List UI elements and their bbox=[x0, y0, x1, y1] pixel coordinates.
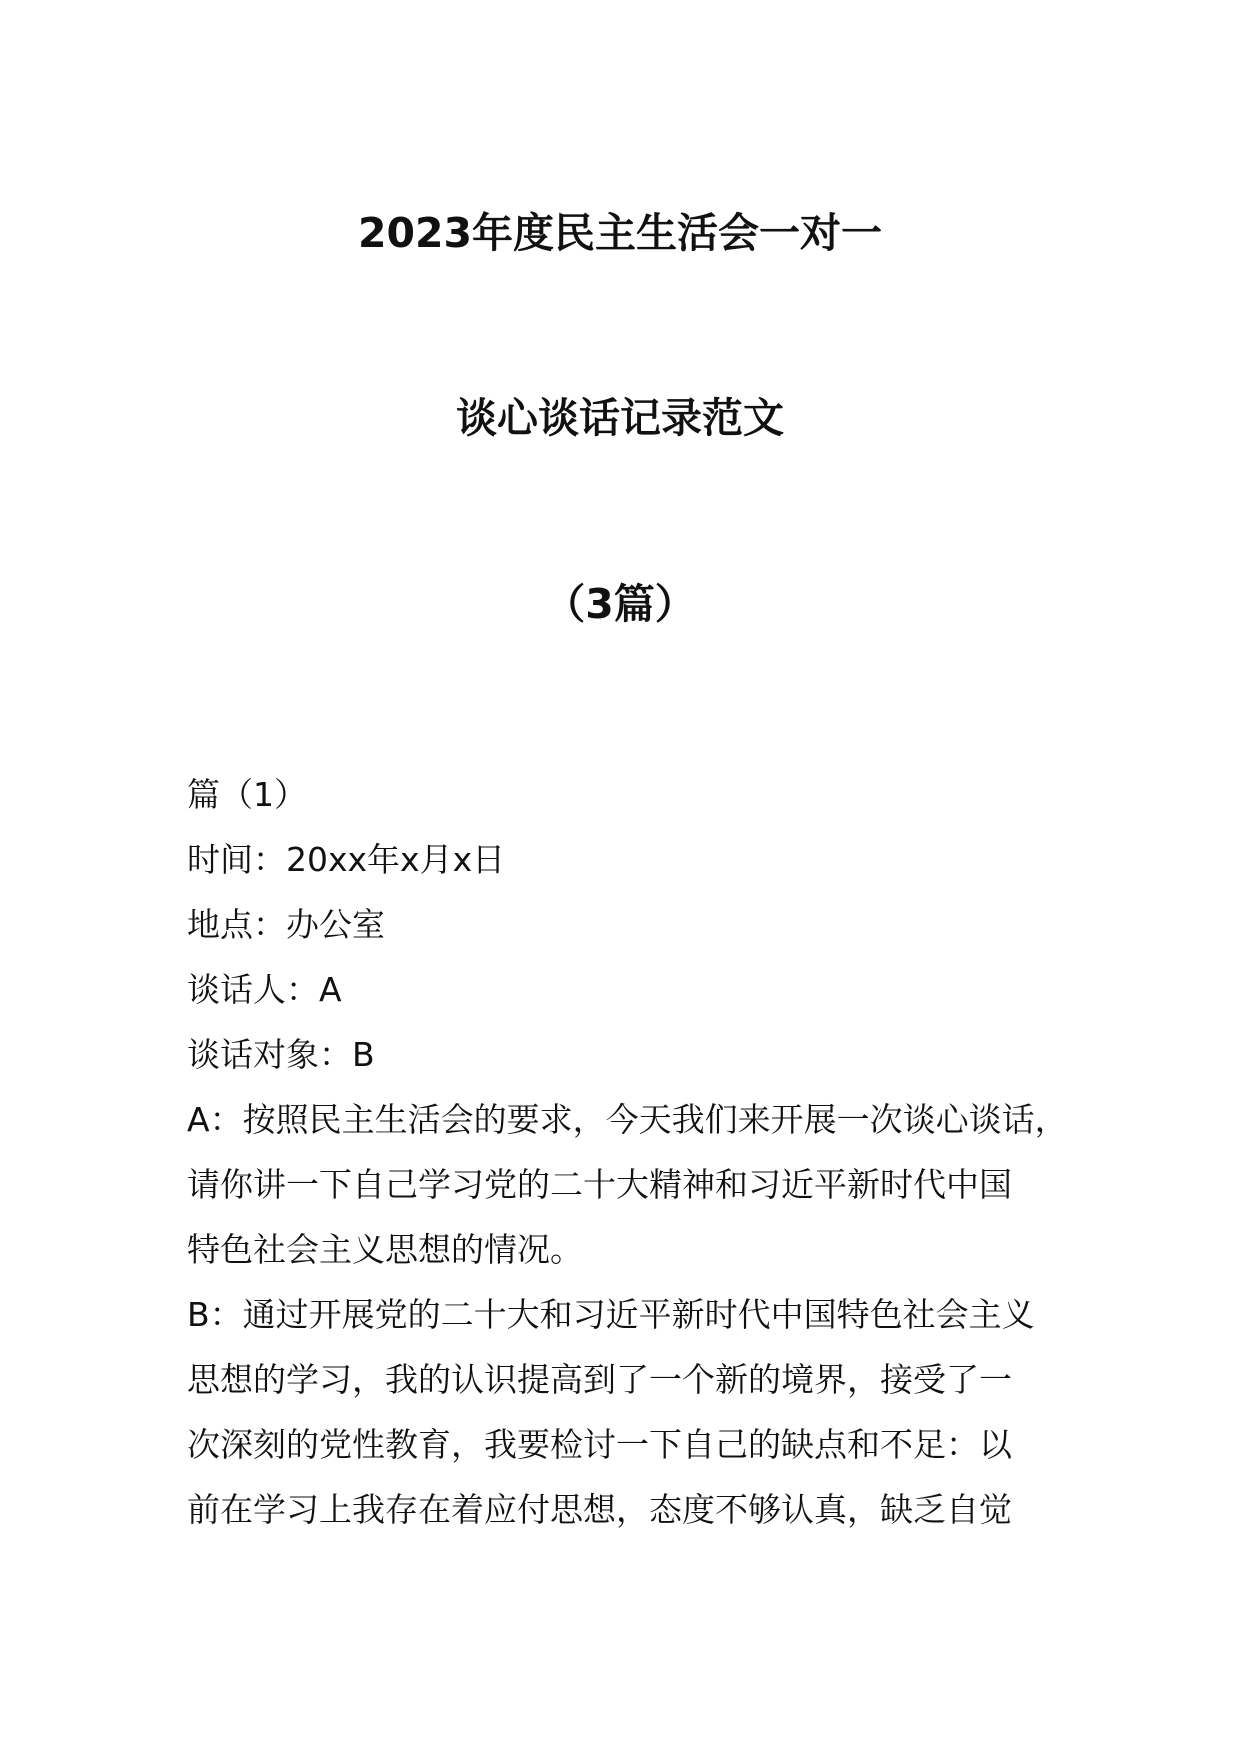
meta-location: 地点：办公室 bbox=[187, 905, 385, 944]
meta-time: 时间：20xx年x月x日 bbox=[187, 840, 506, 879]
meta-speaker: 谈话人：A bbox=[187, 970, 342, 1009]
body-text-line: A：按照民主生活会的要求，今天我们来开展一次谈心谈话， bbox=[187, 1100, 1068, 1139]
body-text-line: 请你讲一下自己学习党的二十大精神和习近平新时代中国 bbox=[187, 1165, 1012, 1204]
document-title-line-3: （3篇） bbox=[544, 580, 696, 628]
section-heading: 篇（1） bbox=[187, 775, 307, 814]
meta-listener: 谈话对象：B bbox=[187, 1035, 375, 1074]
body-text-line: 特色社会主义思想的情况。 bbox=[187, 1230, 583, 1269]
document-title-line-1: 2023年度民主生活会一对一 bbox=[357, 209, 883, 257]
body-text-line: B：通过开展党的二十大和习近平新时代中国特色社会主义 bbox=[187, 1295, 1035, 1334]
document-title-line-2: 谈心谈话记录范文 bbox=[456, 394, 784, 442]
body-text-line: 前在学习上我存在着应付思想，态度不够认真，缺乏自觉 bbox=[187, 1490, 1012, 1529]
body-text-line: 思想的学习，我的认识提高到了一个新的境界，接受了一 bbox=[187, 1360, 1012, 1399]
body-text-line: 次深刻的党性教育，我要检讨一下自己的缺点和不足：以 bbox=[187, 1425, 1012, 1464]
document-body bbox=[187, 762, 1087, 1542]
